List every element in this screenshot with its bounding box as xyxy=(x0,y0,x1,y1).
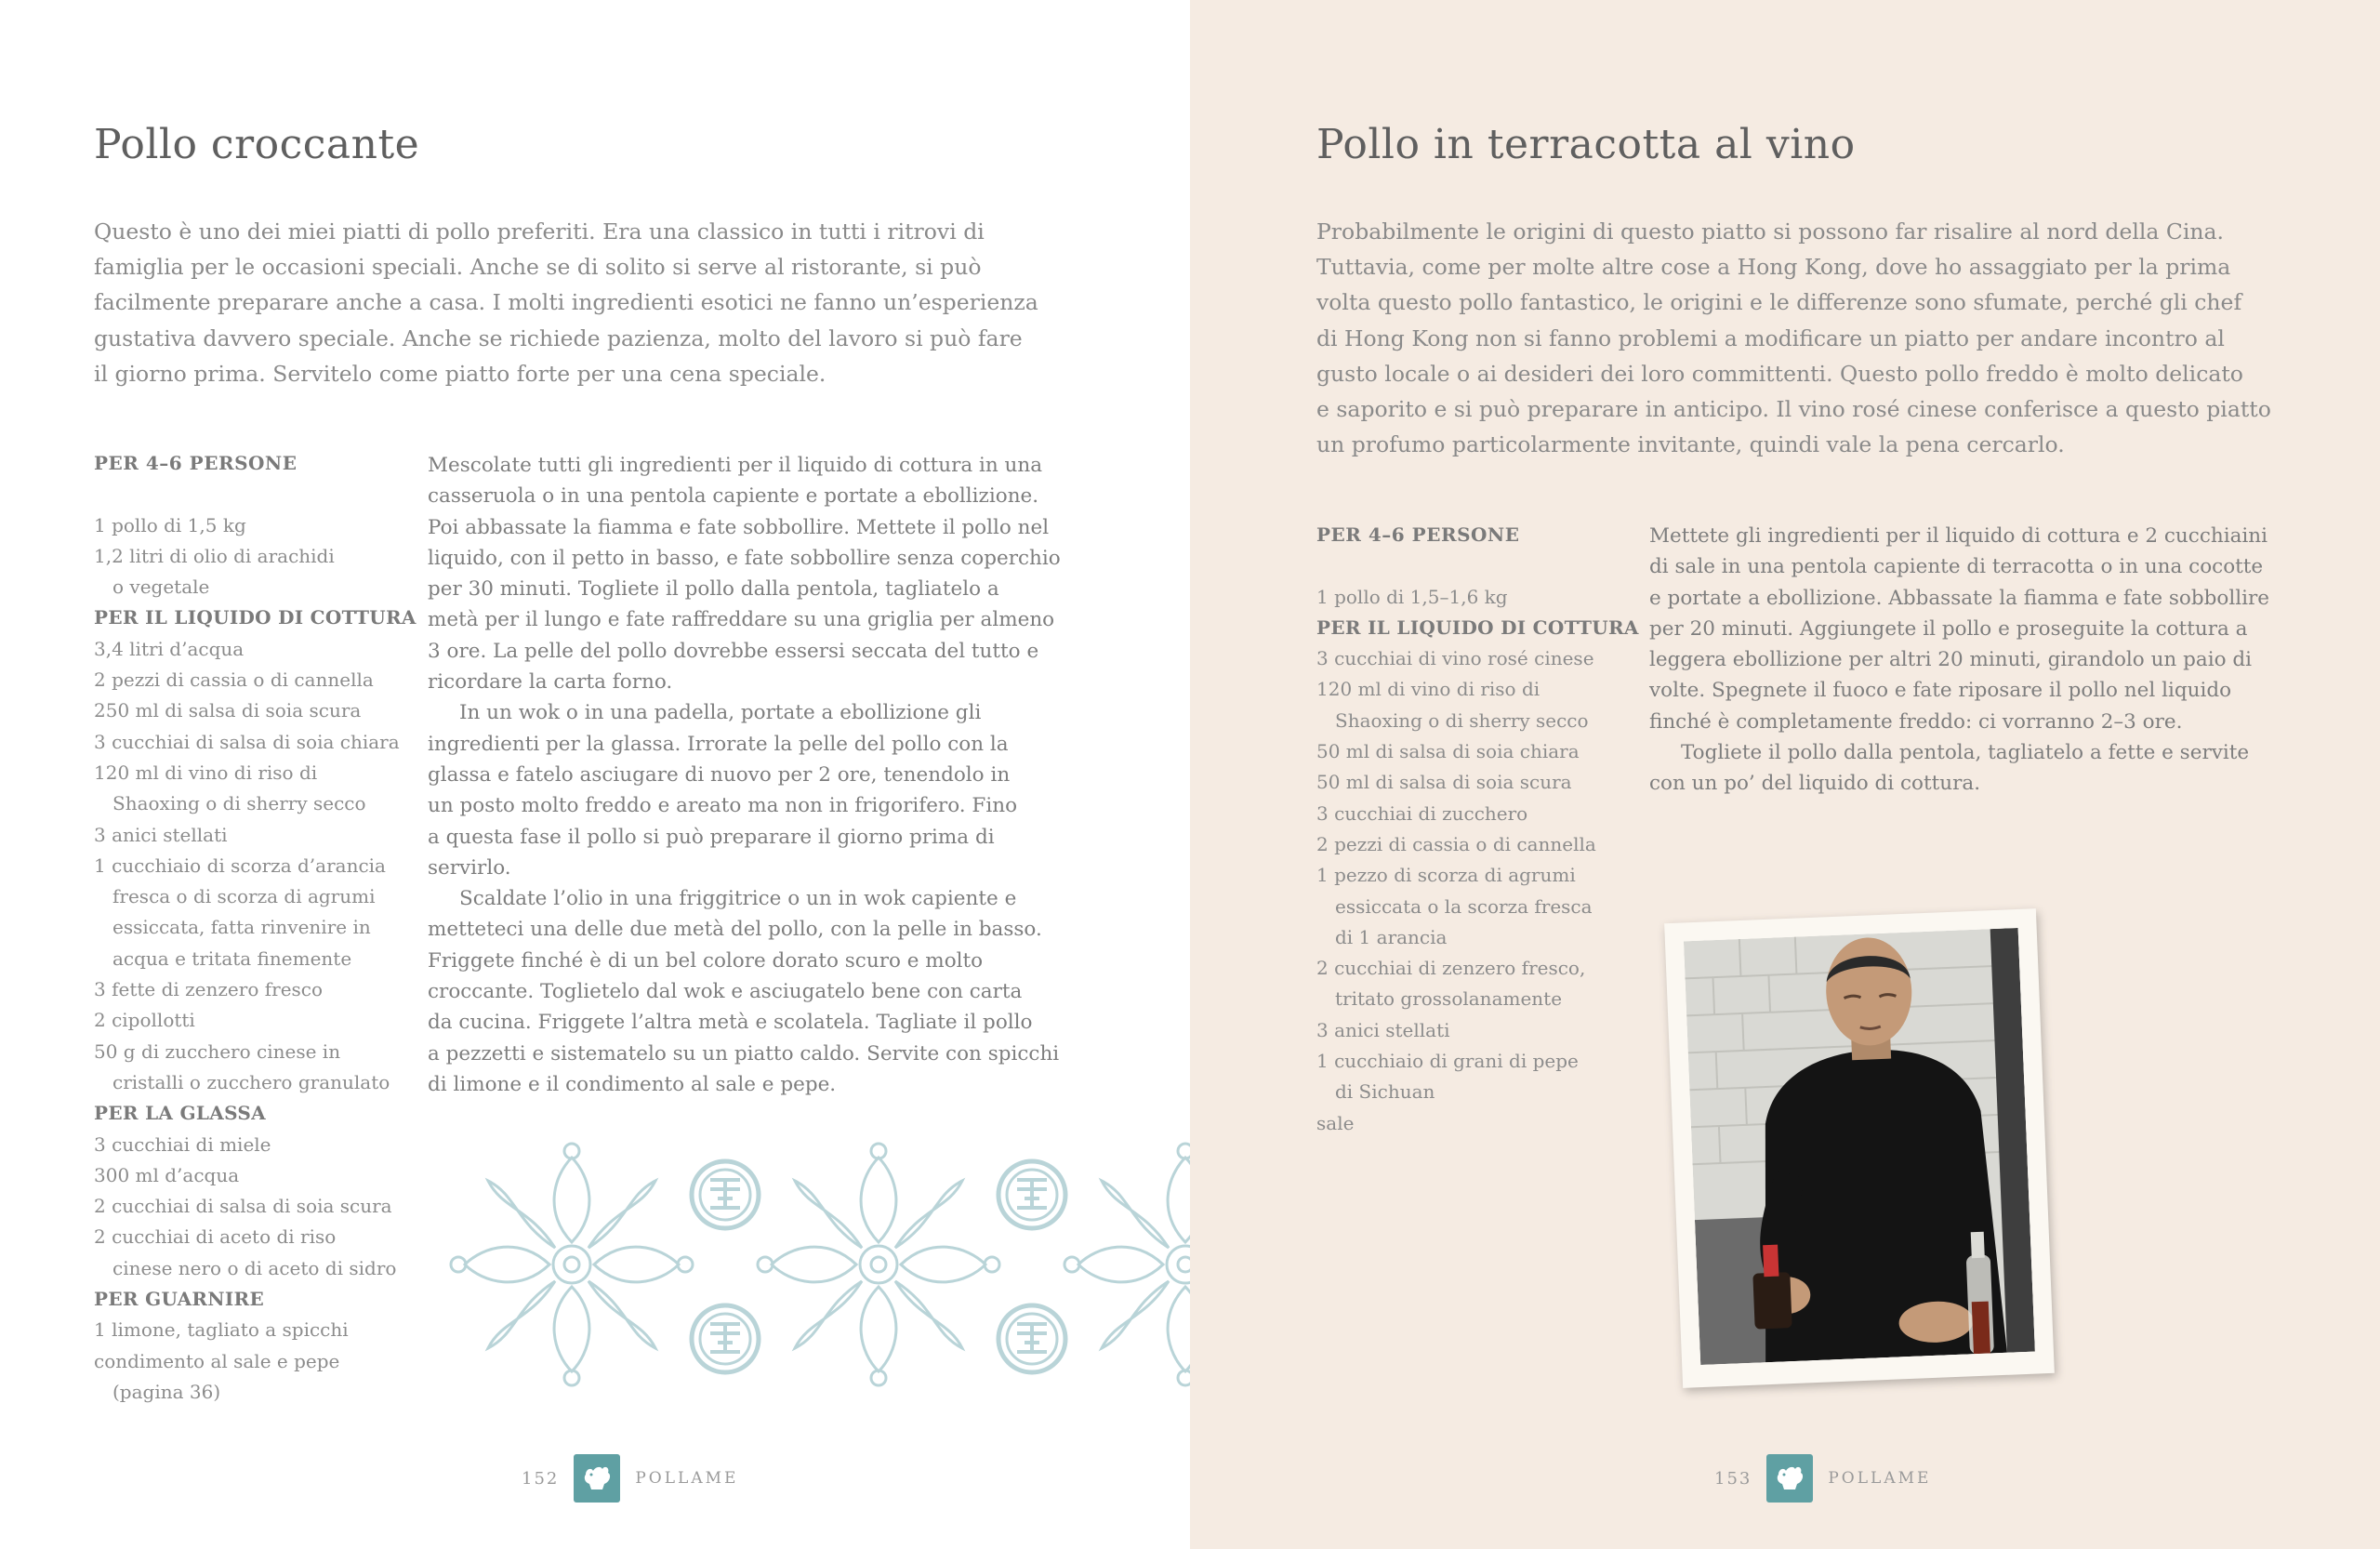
chicken-icon xyxy=(574,1454,620,1503)
ingredients-list xyxy=(1316,520,1639,1139)
ingredient-line: fresca o di scorza di agrumi xyxy=(112,885,376,908)
ingredient-line: cristalli o zucchero granulato xyxy=(112,1070,390,1093)
ingredient-line: condimento al sale e pepe xyxy=(94,1349,340,1372)
intro-line: gusto locale o ai desideri dei loro committenti. Questo pollo freddo è molto delicato xyxy=(1316,360,2243,387)
method-line: volte. Spegnete il fuoco e fate riposare il pollo nel liquido xyxy=(1649,679,2232,703)
ingredient-group-header: PER LA GLASSA xyxy=(94,1102,266,1125)
method-line: di limone e il condimento al sale e pepe. xyxy=(428,1072,837,1096)
ingredient-line: acqua e tritata finemente xyxy=(112,947,352,970)
recipe-title: Pollo in terracotta al vino xyxy=(1316,121,1856,168)
method-line: 3 ore. La pelle del pollo dovrebbe essersi seccata del tutto e xyxy=(428,639,1039,663)
ingredient-line: 3,4 litri d’acqua xyxy=(94,637,245,660)
ingredient-line: 1,2 litri di olio di arachidi xyxy=(94,544,335,567)
ingredient-lines xyxy=(1316,582,1639,1139)
page-number: 153 xyxy=(1714,1468,1752,1489)
intro-line: di Hong Kong non si fanno problemi a modificare un piatto per andare incontro al xyxy=(1316,324,2225,351)
intro-line: Questo è uno dei miei piatti di pollo preferiti. Era una classico in tutti i ritrovi di xyxy=(94,218,985,245)
method-line: metà per il lungo e fate raffreddare su una griglia per almeno xyxy=(428,608,1055,632)
ingredient-lines xyxy=(94,510,416,1409)
ingredient-line: essiccata, fatta rinvenire in xyxy=(112,916,371,939)
method-line: metteteci una delle due metà del pollo, con la pelle in basso. xyxy=(428,918,1042,942)
method-line: glassa e fatelo asciugare di nuovo per 2 ore, tenendolo in xyxy=(428,762,1011,787)
ingredient-line: 120 ml di vino di riso di xyxy=(94,761,318,784)
method-line: In un wok o in una padella, portate a ebollizione gli xyxy=(459,701,982,725)
ingredient-line: essiccata o la scorza fresca xyxy=(1335,894,1593,918)
ingredient-line: 3 cucchiai di zucchero xyxy=(1316,801,1528,825)
recipe-intro xyxy=(1316,214,2271,462)
method-line: per 30 minuti. Togliete il pollo dalla pentola, tagliatelo a xyxy=(428,577,999,602)
method-line: Togliete il pollo dalla pentola, tagliatelo a fette e servite xyxy=(1681,741,2250,765)
ingredient-line: 120 ml di vino di riso di xyxy=(1316,678,1540,701)
method-line: e portate a ebollizione. Abbassate la fiamma e fate sobbollire xyxy=(1649,586,2269,610)
method-text xyxy=(428,450,1078,1100)
ingredient-line: 50 ml di salsa di soia scura xyxy=(1316,771,1572,794)
intro-line: facilmente preparare anche a casa. I molti ingredienti esotici ne fanno un’esperienza xyxy=(94,289,1038,316)
ingredient-line: 3 anici stellati xyxy=(94,823,228,846)
ingredient-line: Shaoxing o di sherry secco xyxy=(112,792,366,815)
intro-line: Tuttavia, come per molte altre cose a Hong Kong, dove ho assaggiato per la prima xyxy=(1316,254,2231,281)
recipe-title: Pollo croccante xyxy=(94,121,420,168)
ingredient-line: 2 cipollotti xyxy=(94,1009,195,1032)
method-line: finché è completamente freddo: ci vorranno 2–3 ore. xyxy=(1649,709,2183,734)
section-label: POLLAME xyxy=(1828,1469,1932,1488)
recipe-intro xyxy=(94,214,1038,391)
ornament-pattern xyxy=(437,1134,1190,1441)
method-line: Friggete finché è di un bel colore dorato scuro e molto xyxy=(428,948,984,973)
ingredient-line: Shaoxing o di sherry secco xyxy=(1335,708,1589,732)
page-number: 152 xyxy=(522,1468,560,1489)
ingredient-line: 1 limone, tagliato a spicchi xyxy=(94,1318,349,1342)
ingredient-line: 3 fette di zenzero fresco xyxy=(94,978,324,1001)
method-line: Mescolate tutti gli ingredienti per il liquido di cottura in una xyxy=(428,454,1043,477)
method-line: leggera ebollizione per altri 20 minuti, girandolo un paio di xyxy=(1649,648,2252,672)
method-line: per 20 minuti. Aggiungete il pollo e proseguite la cottura a xyxy=(1649,616,2248,641)
method-line: da cucina. Friggete l’altra metà e scolatela. Tagliate il pollo xyxy=(428,1011,1033,1035)
ingredient-line: 1 pollo di 1,5–1,6 kg xyxy=(1316,585,1508,608)
method-line: croccante. Toglietelo dal wok e asciugatelo bene con carta xyxy=(428,980,1023,1004)
method-line: Mettete gli ingredienti per il liquido di cottura e 2 cucchiaini xyxy=(1649,524,2268,548)
chicken-icon xyxy=(1766,1454,1813,1503)
ingredient-line: tritato grossolanamente xyxy=(1335,987,1563,1011)
ingredient-line: 1 pezzo di scorza di agrumi xyxy=(1316,864,1576,887)
intro-line: Probabilmente le origini di questo piatto si possono far risalire al nord della Cina. xyxy=(1316,218,2224,245)
intro-line: un profumo particolarmente invitante, quindi vale la pena cercarlo. xyxy=(1316,431,2065,458)
intro-line: il giorno prima. Servitelo come piatto forte per una cena speciale. xyxy=(94,360,826,387)
method-line: casseruola o in una pentola capiente e portate a ebollizione. xyxy=(428,484,1039,509)
method-line: ricordare la carta forno. xyxy=(428,670,673,695)
method-line: servirlo. xyxy=(428,855,511,880)
method-line: a questa fase il pollo si può preparare il giorno prima di xyxy=(428,825,995,849)
ingredient-group-header: PER GUARNIRE xyxy=(94,1288,265,1311)
ingredient-line: 3 anici stellati xyxy=(1316,1018,1450,1041)
section-label: POLLAME xyxy=(635,1469,739,1488)
ingredient-line: 300 ml d’acqua xyxy=(94,1163,240,1186)
ingredient-line: o vegetale xyxy=(112,576,210,599)
ingredients-list xyxy=(94,448,416,1408)
method-line: di sale in una pentola capiente di terracotta o in una cocotte xyxy=(1649,555,2264,579)
ingredient-line: sale xyxy=(1316,1111,1355,1134)
ingredient-line: 50 ml di salsa di soia chiara xyxy=(1316,740,1580,763)
ingredient-line: cinese nero o di aceto di sidro xyxy=(112,1256,397,1279)
ingredient-line: 2 pezzi di cassia o di cannella xyxy=(94,669,374,692)
chef-photo xyxy=(1664,908,2055,1388)
method-line: Poi abbassate la fiamma e fate sobbollire. Mettete il pollo nel xyxy=(428,515,1050,539)
ingredient-line: 3 cucchiai di miele xyxy=(94,1132,271,1156)
intro-line: volta questo pollo fantastico, le origini e le differenze sono sfumate, perché gli chef xyxy=(1316,289,2242,316)
page-footer xyxy=(522,1453,738,1503)
ingredient-line: 3 cucchiai di vino rosé cinese xyxy=(1316,647,1594,670)
servings-label: PER 4–6 PERSONE xyxy=(1316,523,1520,546)
page-footer xyxy=(1714,1453,1931,1503)
ingredient-line: 2 cucchiai di salsa di soia scura xyxy=(94,1195,392,1218)
ingredient-line: di Sichuan xyxy=(1335,1080,1435,1104)
method-line: a pezzetti e sistematelo su un piatto caldo. Servite con spicchi xyxy=(428,1041,1060,1066)
method-line: ingredienti per la glassa. Irrorate la pelle del pollo con la xyxy=(428,732,1009,756)
ingredient-group-header: PER IL LIQUIDO DI COTTURA xyxy=(94,606,416,629)
servings-label: PER 4–6 PERSONE xyxy=(94,452,298,474)
intro-line: e saporito e si può preparare in anticipo. Il vino rosé cinese conferisce a questo piatto xyxy=(1316,396,2271,423)
ingredient-line: 2 pezzi di cassia o di cannella xyxy=(1316,832,1596,855)
method-line: Scaldate l’olio in una friggitrice o un in wok capiente e xyxy=(459,887,1017,911)
ingredient-line: 1 cucchiaio di grani di pepe xyxy=(1316,1050,1579,1073)
ingredient-line: 50 g di zucchero cinese in xyxy=(94,1039,341,1063)
intro-line: gustativa davvero speciale. Anche se richiede pazienza, molto del lavoro si può fare xyxy=(94,324,1023,351)
ingredient-group-header: PER IL LIQUIDO DI COTTURA xyxy=(1316,616,1639,639)
ingredient-line: 1 cucchiaio di scorza d’arancia xyxy=(94,854,386,877)
method-line: con un po’ del liquido di cottura. xyxy=(1649,772,1981,796)
ingredient-line: (pagina 36) xyxy=(112,1380,221,1403)
ingredient-line: di 1 arancia xyxy=(1335,925,1448,948)
intro-line: famiglia per le occasioni speciali. Anche se di solito si serve al ristorante, si può xyxy=(94,254,982,281)
method-text xyxy=(1649,521,2300,800)
ingredient-line: 2 cucchiai di aceto di riso xyxy=(94,1225,337,1249)
ingredient-line: 3 cucchiai di salsa di soia chiara xyxy=(94,730,400,753)
ingredient-line: 2 cucchiai di zenzero fresco, xyxy=(1316,957,1586,980)
method-line: un posto molto freddo e areato ma non in frigorifero. Fino xyxy=(428,794,1018,818)
ingredient-line: 1 pollo di 1,5 kg xyxy=(94,513,246,536)
method-line: liquido, con il petto in basso, e fate sobbollire senza coperchio xyxy=(428,546,1061,570)
ingredient-line: 250 ml di salsa di soia scura xyxy=(94,699,362,722)
